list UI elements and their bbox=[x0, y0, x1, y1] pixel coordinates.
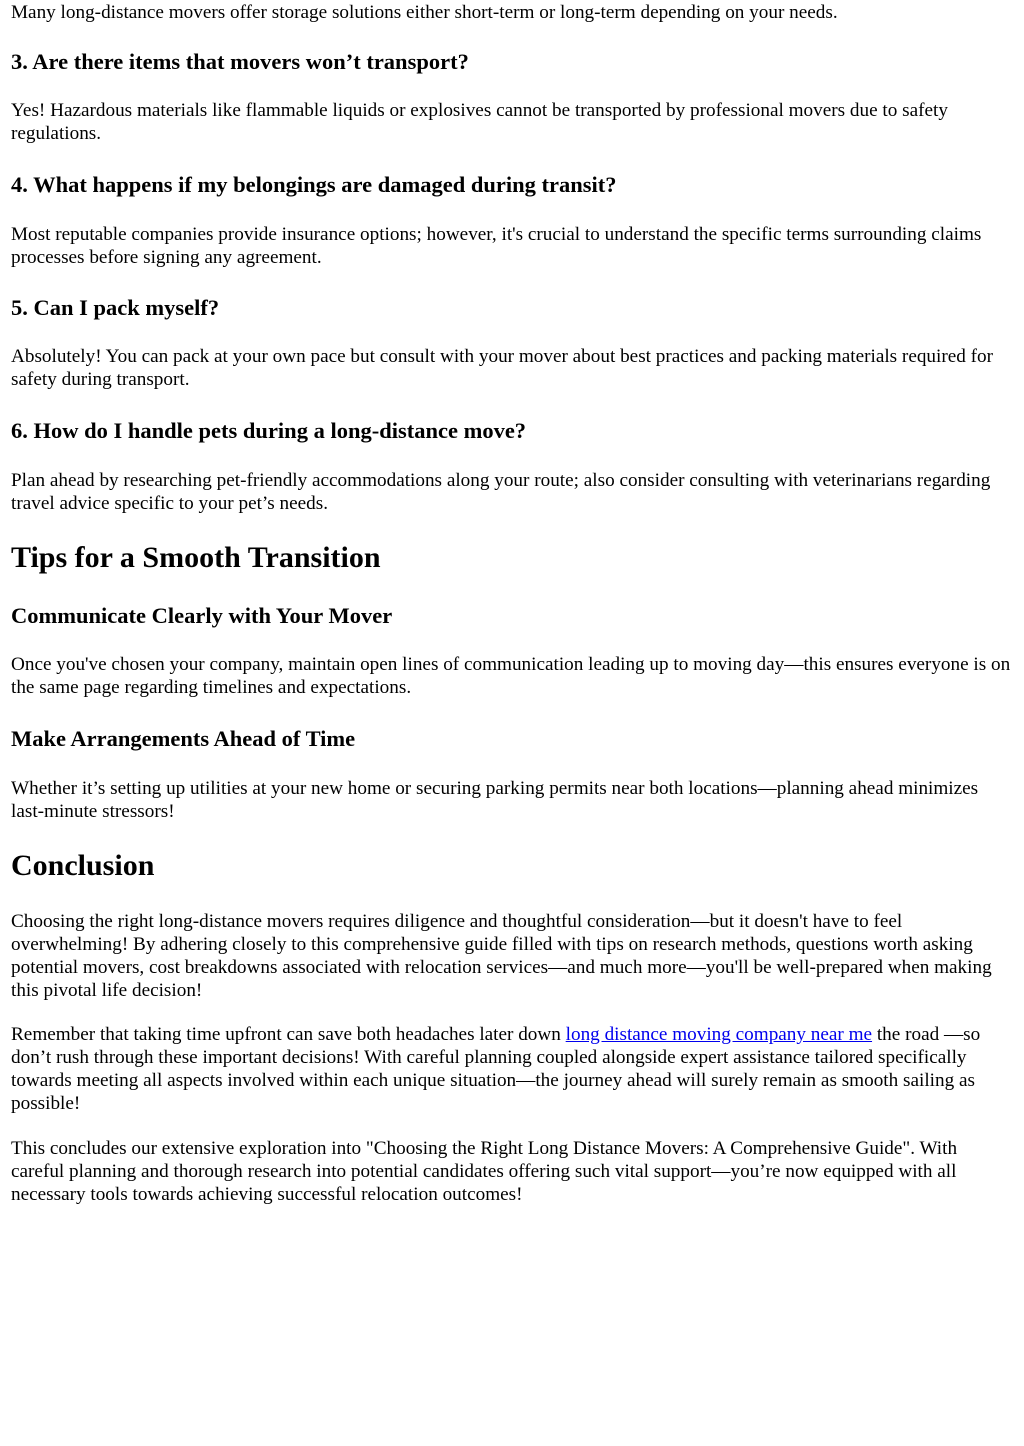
faq-question-5: 5. Can I pack myself? bbox=[11, 295, 220, 320]
faq-answer-3: Yes! Hazardous materials like flammable liquids or explosives cannot be transported by professional movers due to safety regulations. bbox=[11, 100, 948, 144]
tips-heading: Tips for a Smooth Transition bbox=[11, 541, 381, 574]
paragraph-text: Remember that taking time upfront can save both headaches later down bbox=[11, 1024, 566, 1045]
tip-title-arrangements: Make Arrangements Ahead of Time bbox=[11, 726, 356, 751]
faq-answer-6: Plan ahead by researching pet-friendly accommodations along your route; also consider consulting with veterinarians regarding travel advice specific to your pet’s needs. bbox=[11, 470, 991, 514]
tip-text-arrangements: Whether it’s setting up utilities at your new home or securing parking permits near both locations—planning ahead minimizes last-minute stressors! bbox=[11, 778, 979, 822]
conclusion-paragraph-3: This concludes our extensive exploration into "Choosing the Right Long Distance Movers: A Comprehensive Guide". With careful planning and thorough research into potential candidates offering such vital support—you’re now equipped with all necessary tools towards achieving successful relocation outcomes! bbox=[11, 1138, 958, 1205]
paragraph-text: the road —so don’t rush through these important decisions! With careful planning coupled alongside expert assistance tailored specifically towards meeting all aspects involved within each unique situation—the journey ahead will surely remain as smooth sailing as possible! bbox=[11, 1024, 981, 1114]
faq-question-6: 6. How do I handle pets during a long-distance move? bbox=[11, 418, 527, 443]
conclusion-heading: Conclusion bbox=[11, 849, 155, 882]
faq-answer-5: Absolutely! You can pack at your own pace but consult with your mover about best practices and packing materials required for safety during transport. bbox=[11, 346, 994, 390]
faq-intro-text: Many long-distance movers offer storage solutions either short-term or long-term depending on your needs. bbox=[11, 2, 838, 23]
faq-question-4: 4. What happens if my belongings are damaged during transit? bbox=[11, 172, 617, 197]
faq-question-3: 3. Are there items that movers won’t transport? bbox=[11, 49, 469, 74]
faq-answer-4: Most reputable companies provide insurance options; however, it's crucial to understand the specific terms surrounding claims processes before signing any agreement. bbox=[11, 224, 982, 268]
moving-company-link[interactable]: long distance moving company near me bbox=[565, 1024, 873, 1045]
conclusion-paragraph-1: Choosing the right long-distance movers requires diligence and thoughtful consideration—but it doesn't have to feel overwhelming! By adhering closely to this comprehensive guide filled with tips on research methods, questions worth asking potential movers, cost breakdowns associated with relocation services—and much more—you'll be well-prepared when making this pivotal life decision! bbox=[11, 911, 992, 1001]
conclusion-paragraph-2 bbox=[11, 1023, 1014, 1115]
tip-title-communicate: Communicate Clearly with Your Mover bbox=[11, 603, 393, 628]
tip-text-communicate: Once you've chosen your company, maintain open lines of communication leading up to moving day—this ensures everyone is on the same page regarding timelines and expectations. bbox=[11, 654, 1011, 698]
